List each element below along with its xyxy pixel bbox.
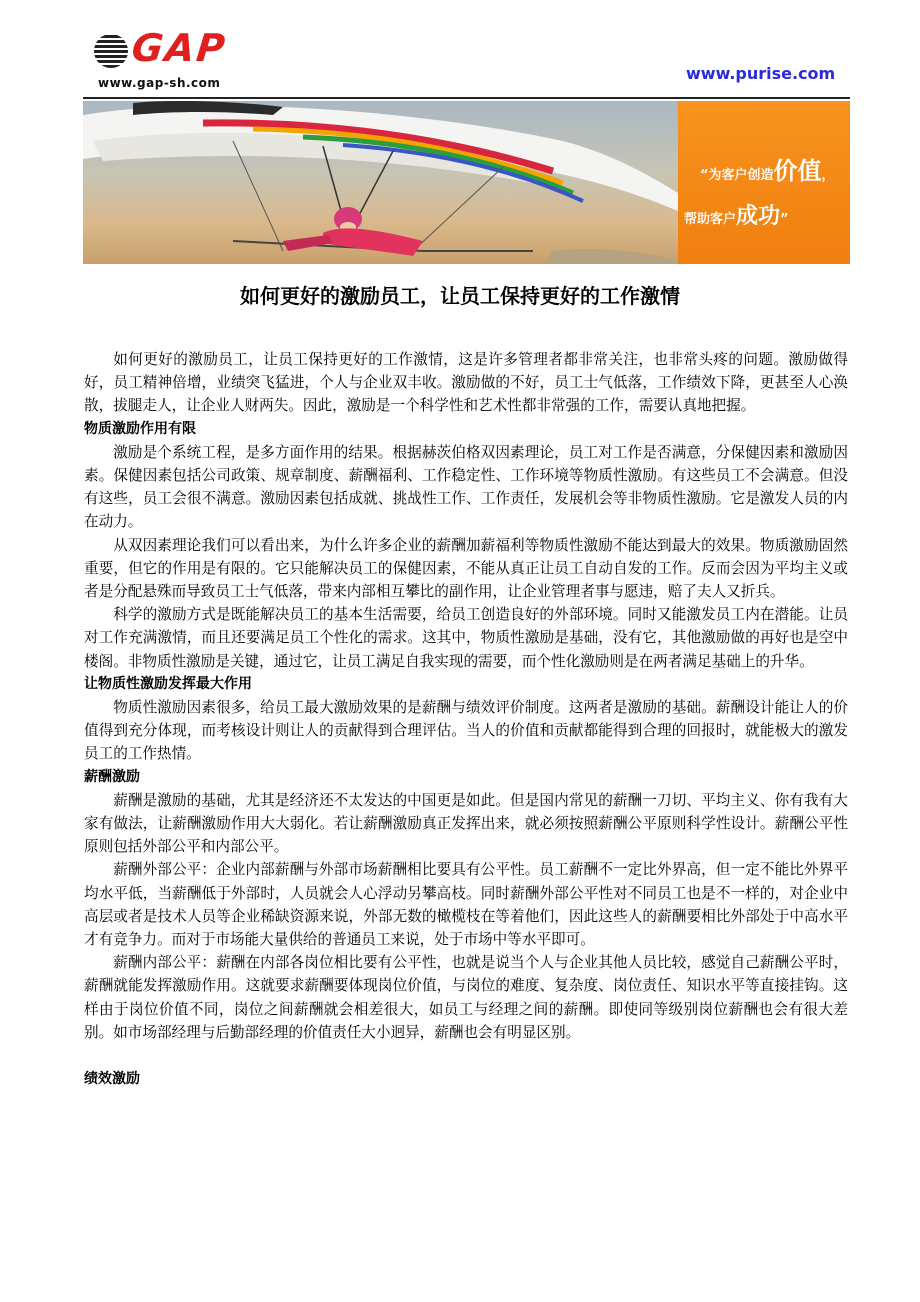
paragraph: 薪酬外部公平：企业内部薪酬与外部市场薪酬相比要具有公平性。员工薪酬不一定比外界高，但一定不能比外界平均水平低，当薪酬低于外部时，人员就会人心浮动另攀高枝。同时薪酬外部公平性对不同员工也是不一样的，对企业中高层或者是技术人员等企业稀缺资源来说，外部无数的橄榄枝在等着他们，因此这些人的薪酬要相比外部处于中高水平才有竞争力。而对于市场能大量供给的普通员工来说，处于市场中等水平即可。 [84,861,848,949]
logo-url[interactable]: www.gap-sh.com [98,76,221,90]
paragraph: 从双因素理论我们可以看出来，为什么许多企业的薪酬加薪福利等物质性激励不能达到最大的效果。物质激励固然重要，但它的作用是有限的。它只能解决员工的保健因素，不能从真正让员工自动自发的工作。反而会因为平均主义或者是分配悬殊而导致员工士气低落，带来内部相互攀比的副作用，让企业管理者事与愿违，赔了夫人又折兵。 [84,536,848,601]
section-heading: 让物质性激励发挥最大作用 [84,675,252,692]
paragraph: 科学的激励方式是既能解决员工的基本生活需要，给员工创造良好的外部环境。同时又能激发员工内在潜能。让员对工作充满激情，而且还要满足员工个性化的需求。这其中，物质性激励是基础，没有它，其他激励做的再好也是空中楼阁。非物质性激励是关键，通过它，让员工满足自我实现的需要，而个性化激励则是在两者满足基础上的升华。 [84,606,848,670]
section-heading: 薪酬激励 [84,768,140,785]
slogan-line-2: 帮助客户成功” [684,204,789,229]
paragraph: 薪酬是激励的基础，尤其是经济还不太发达的中国更是如此。但是国内常见的薪酬一刀切、平均主义、你有我有大家有做法，让薪酬激励作用大大弱化。若让薪酬激励真正发挥出来，就必须按照薪酬公平原则科学性设计。薪酬公平性原则包括外部公平和内部公平。 [84,791,848,856]
paragraph: 激励是个系统工程，是多方面作用的结果。根据赫茨伯格双因素理论，员工对工作是否满意，分保健因素和激励因素。保健因素包括公司政策、规章制度、薪酬福利、工作稳定性、工作环境等物质性激励。有这些员工不会满意。但没有这些，员工会很不满意。激励因素包括成就、挑战性工作、工作责任，发展机会等非物质性激励。它是激发人员的内在动力。 [84,443,848,531]
page-header [0,0,920,100]
hang-glider-photo [83,101,678,264]
article-body [84,348,848,1091]
section-heading: 物质激励作用有限 [84,420,196,437]
logo-text: GAP [129,26,229,70]
article-title: 如何更好的激励员工，让员工保持更好的工作激情 [240,284,680,308]
spacer [84,1044,848,1068]
paragraph: 薪酬内部公平：薪酬在内部各岗位相比要有公平性，也就是说当个人与企业其他人员比较，感觉自己薪酬公平时，薪酬就能发挥激励作用。这就要求薪酬要体现岗位价值，与岗位的难度、复杂度、岗位责任、知识水平等直接挂钩。这样由于岗位价值不同，岗位之间薪酬就会相差很大，如员工与经理之间的薪酬。即使同等级别岗位薪酬也会有很大差别。如市场部经理与后勤部经理的价值责任大小迥异，薪酬也会有明显区别。 [84,954,848,1041]
intro-paragraph: 如何更好的激励员工，让员工保持更好的工作激情，这是许多管理者都非常关注，也非常头疼的问题。激励做得好，员工精神倍增，业绩突飞猛进，个人与企业双丰收。激励做的不好，员工士气低落，工作绩效下降，更甚至人心涣散，拔腿走人，让企业人财两失。因此，激励是一个科学性和艺术性都非常强的工作，需要认真地把握。 [84,351,848,415]
site-url-link[interactable]: www.purise.com [686,64,836,83]
banner [83,101,850,264]
paragraph: 物质性激励因素很多，给员工最大激励效果的是薪酬与绩效评价制度。这两者是激励的基础。薪酬设计能让人的价值得到充分体现，而考核设计则让人的贡献得到合理评估。当人的价值和贡献都能得到合理的回报时，就能极大的激发员工的工作热情。 [84,699,848,763]
globe-icon [94,34,128,68]
section-heading: 绩效激励 [84,1071,140,1088]
slogan-panel [678,101,850,264]
header-divider [83,97,850,99]
slogan-line-1: “为客户创造价值， [700,157,835,185]
gap-logo[interactable] [84,24,244,94]
hang-glider-illustration [83,101,678,264]
